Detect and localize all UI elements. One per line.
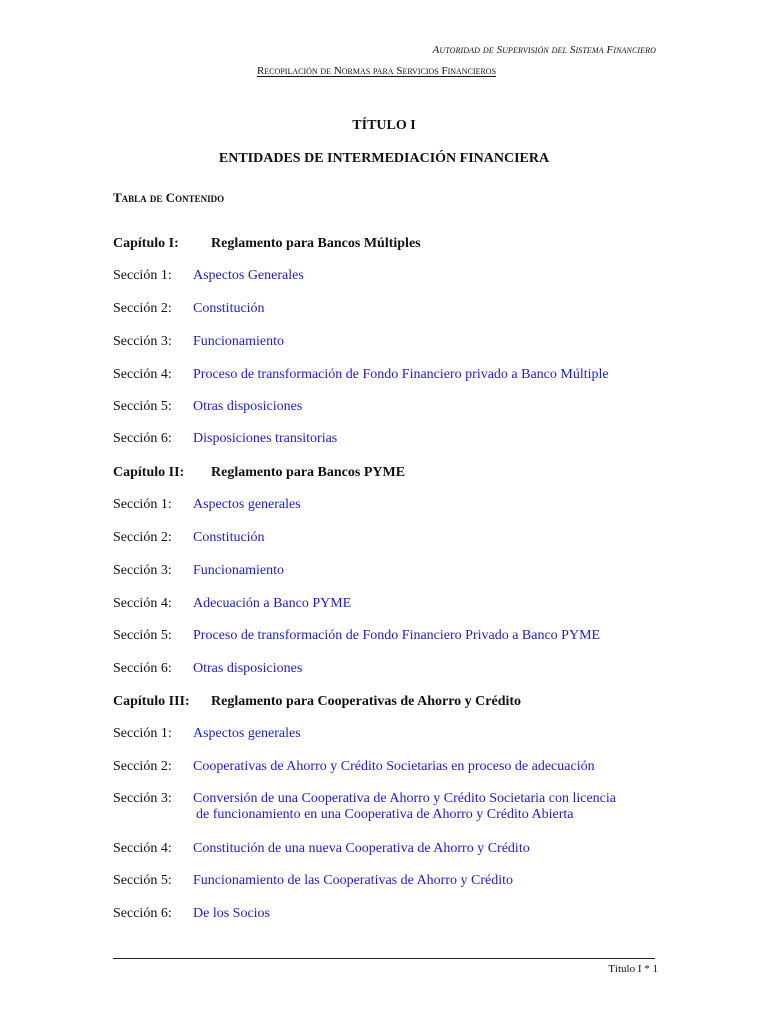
- page-number: Título I * 1: [608, 963, 658, 975]
- section-link[interactable]: Adecuación a Banco PYME: [193, 596, 352, 611]
- page-title: TÍTULO I: [352, 118, 416, 133]
- section-label: Sección 5:: [113, 628, 172, 643]
- section-link[interactable]: Aspectos generales: [193, 497, 301, 512]
- section-link[interactable]: Funcionamiento: [193, 334, 284, 349]
- section-link[interactable]: [193, 791, 616, 823]
- section-link[interactable]: Constitución: [193, 530, 265, 545]
- section-label: Sección 5:: [113, 873, 172, 888]
- page-subtitle: ENTIDADES DE INTERMEDIACIÓN FINANCIERA: [218, 151, 550, 166]
- section-label: Sección 6:: [113, 906, 172, 921]
- section-label: Sección 6:: [113, 661, 172, 676]
- section-link[interactable]: Aspectos generales: [193, 726, 301, 741]
- section-link[interactable]: Otras disposiciones: [193, 399, 303, 414]
- section-link[interactable]: Disposiciones transitorias: [193, 431, 338, 446]
- section-link[interactable]: Funcionamiento: [193, 563, 284, 578]
- section-label: Sección 3:: [113, 334, 172, 349]
- section-label: Sección 3:: [113, 791, 172, 806]
- section-link[interactable]: Constitución de una nueva Cooperativa de Ahorro y Crédito: [193, 841, 530, 856]
- chapter-label: Capítulo I:: [113, 236, 179, 251]
- section-label: Sección 1:: [113, 726, 172, 741]
- chapter-title: Reglamento para Bancos PYME: [211, 465, 406, 480]
- section-link[interactable]: Cooperativas de Ahorro y Crédito Societarias en proceso de adecuación: [193, 759, 595, 774]
- section-link[interactable]: Proceso de transformación de Fondo Financiero privado a Banco Múltiple: [193, 367, 609, 382]
- header-authority: Autoridad de Supervisión del Sistema Financiero: [432, 44, 656, 56]
- section-link[interactable]: De los Socios: [193, 906, 270, 921]
- chapter-title: Reglamento para Bancos Múltiples: [211, 236, 421, 251]
- section-link[interactable]: Aspectos Generales: [193, 268, 304, 283]
- header-collection: Recopilación de Normas para Servicios Financieros: [257, 65, 497, 77]
- chapter-label: Capítulo II:: [113, 465, 185, 480]
- section-link[interactable]: Proceso de transformación de Fondo Financiero Privado a Banco PYME: [193, 628, 601, 643]
- section-label: Sección 4:: [113, 596, 172, 611]
- chapter-title: Reglamento para Cooperativas de Ahorro y Crédito: [211, 694, 522, 709]
- section-label: Sección 1:: [113, 268, 172, 283]
- footer-divider: [113, 958, 655, 959]
- section-link[interactable]: Constitución: [193, 301, 265, 316]
- section-link-line-1: Conversión de una Cooperativa de Ahorro y Crédito Societaria con licencia: [193, 791, 616, 806]
- section-link-line-2: de funcionamiento en una Cooperativa de Ahorro y Crédito Abierta: [196, 807, 574, 822]
- section-link[interactable]: Otras disposiciones: [193, 661, 303, 676]
- section-label: Sección 4:: [113, 841, 172, 856]
- chapter-label: Capítulo III:: [113, 694, 190, 709]
- section-label: Sección 5:: [113, 399, 172, 414]
- section-label: Sección 3:: [113, 563, 172, 578]
- section-label: Sección 6:: [113, 431, 172, 446]
- section-label: Sección 2:: [113, 301, 172, 316]
- section-label: Sección 2:: [113, 530, 172, 545]
- section-label: Sección 1:: [113, 497, 172, 512]
- section-label: Sección 2:: [113, 759, 172, 774]
- section-link[interactable]: Funcionamiento de las Cooperativas de Ahorro y Crédito: [193, 873, 513, 888]
- section-label: Sección 4:: [113, 367, 172, 382]
- toc-heading: Tabla de Contenido: [113, 190, 225, 205]
